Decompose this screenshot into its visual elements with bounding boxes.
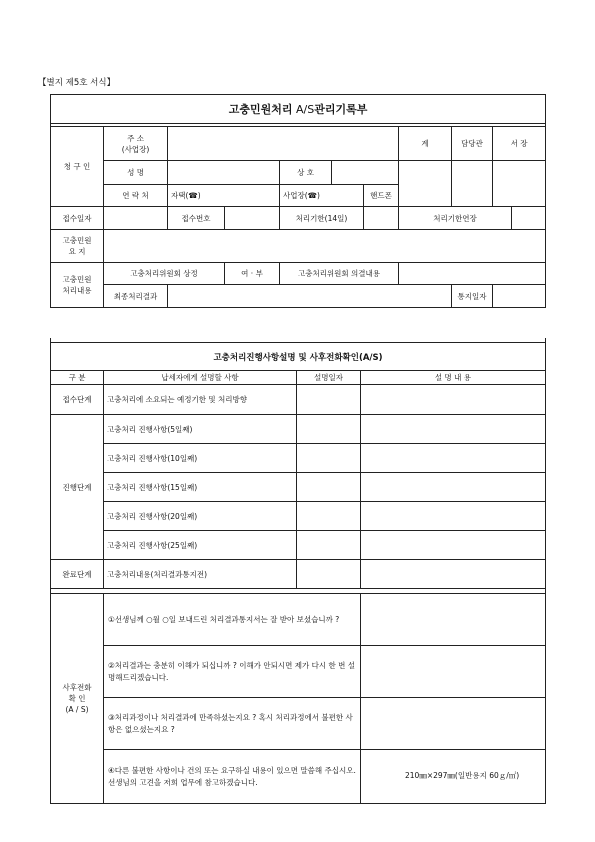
- progress-item: 고충처리 진행사항(20일째): [104, 502, 297, 531]
- resolution-field[interactable]: [399, 263, 546, 285]
- contact-label: 연 락 처: [104, 185, 168, 207]
- receipt-date-field[interactable]: [104, 207, 168, 230]
- header-explain: 납세자에게 설명할 사항: [104, 371, 297, 385]
- record-table-main: [50, 94, 546, 308]
- form-title: 고충민원처리 A/S관리기록부: [51, 95, 546, 124]
- trade-name-label: 상 호: [280, 161, 332, 185]
- followup-question-4: ④다른 불편한 사항이나 건의 또는 요구하실 내용이 있으면 말씀해 주십시오. 선생님의 고견을 저희 업무에 참고하겠습니다.: [104, 750, 361, 804]
- followup-answer-2[interactable]: [361, 646, 546, 698]
- stage-complete-content[interactable]: [361, 560, 546, 589]
- approval-sign-1[interactable]: [399, 161, 452, 207]
- progress-date[interactable]: [297, 473, 361, 502]
- name-label: 성 명: [104, 161, 168, 185]
- name-field[interactable]: [168, 161, 280, 185]
- home-phone[interactable]: 자택(☎): [168, 185, 280, 207]
- final-result-field[interactable]: [168, 285, 452, 308]
- followup-question-3: ③처리과정이나 처리결과에 만족하셨는지요 ? 혹시 처리과정에서 불편한 사항은 없으셨는지요 ?: [104, 698, 361, 750]
- paper-size-note: 210㎜×297㎜(일반용지 60ｇ/㎡): [405, 771, 520, 780]
- committee-label: 고충처리위원회 상정: [104, 263, 225, 285]
- header-category: 구 분: [51, 371, 104, 385]
- progress-content[interactable]: [361, 502, 546, 531]
- progress-item: 고충처리 진행사항(5일째): [104, 415, 297, 444]
- progress-content[interactable]: [361, 531, 546, 560]
- progress-date[interactable]: [297, 531, 361, 560]
- address-label: 주 소 (사업장): [104, 127, 168, 161]
- receipt-date-label: 접수일자: [51, 207, 104, 230]
- receipt-number-label: 접수번호: [168, 207, 225, 230]
- stage-complete-date[interactable]: [297, 560, 361, 589]
- address-field[interactable]: [168, 127, 399, 161]
- resolution-label: 고충처리위원회 의결내용: [280, 263, 399, 285]
- progress-content[interactable]: [361, 444, 546, 473]
- followup-answer-1[interactable]: [361, 594, 546, 646]
- section2-title: 고충처리진행사항설명 및 사후전화확인(A/S): [51, 343, 546, 371]
- stage-complete-label: 완료단계: [51, 560, 104, 589]
- notice-date-field[interactable]: [493, 285, 546, 308]
- record-table-as: [50, 338, 546, 804]
- progress-date[interactable]: [297, 415, 361, 444]
- office-phone[interactable]: 사업장(☎): [280, 185, 364, 207]
- processing-label: 고충민원 처리내용: [51, 263, 104, 308]
- followup-question-1: ①선생님께 ○월 ○일 보내드린 처리결과통지서는 잘 받아 보셨습니까 ?: [104, 594, 361, 646]
- extension-field[interactable]: [512, 207, 546, 230]
- summary-field[interactable]: [104, 230, 546, 263]
- deadline-field[interactable]: [364, 207, 399, 230]
- progress-date[interactable]: [297, 502, 361, 531]
- progress-item: 고충처리 진행사항(15일째): [104, 473, 297, 502]
- final-result-label: 최종처리결과: [104, 285, 168, 308]
- form-label: 【별지 제5호 서식】: [38, 78, 116, 88]
- followup-label: 사후전화 확 인 (A / S): [51, 594, 104, 804]
- approval-col-1: 계: [399, 127, 452, 161]
- stage-receipt-content[interactable]: [361, 385, 546, 415]
- followup-question-2: ②처리결과는 충분히 이해가 되십니까 ? 이해가 안되시면 제가 다시 한 번 설명해드리겠습니다.: [104, 646, 361, 698]
- deadline-label: 처리기한(14일): [280, 207, 364, 230]
- header-date: 설명일자: [297, 371, 361, 385]
- requester-label: 청 구 인: [51, 127, 104, 207]
- stage-progress-label: 진행단계: [51, 415, 104, 560]
- stage-receipt-label: 접수단계: [51, 385, 104, 415]
- progress-date[interactable]: [297, 444, 361, 473]
- approval-col-2: 담당관: [452, 127, 493, 161]
- progress-item: 고충처리 진행사항(25일째): [104, 531, 297, 560]
- notice-date-label: 통지일자: [452, 285, 493, 308]
- approval-sign-3[interactable]: [493, 161, 546, 207]
- approval-sign-2[interactable]: [452, 161, 493, 207]
- stage-receipt-date[interactable]: [297, 385, 361, 415]
- progress-content[interactable]: [361, 473, 546, 502]
- approval-col-3: 서 장: [493, 127, 546, 161]
- mobile-label: 핸드폰: [364, 185, 399, 207]
- progress-content[interactable]: [361, 415, 546, 444]
- summary-label: 고충민원 요 지: [51, 230, 104, 263]
- trade-name-field[interactable]: [332, 161, 399, 185]
- stage-receipt-text: 고충처리에 소요되는 예정기한 및 처리방향: [104, 385, 297, 415]
- stage-complete-text: 고충처리내용(처리결과통지전): [104, 560, 297, 589]
- extension-label: 처리기한연장: [399, 207, 512, 230]
- receipt-number-field[interactable]: [225, 207, 280, 230]
- followup-answer-3[interactable]: [361, 698, 546, 750]
- header-content: 설 명 내 용: [361, 371, 546, 385]
- progress-item: 고충처리 진행사항(10일째): [104, 444, 297, 473]
- yes-no[interactable]: 여 · 부: [225, 263, 280, 285]
